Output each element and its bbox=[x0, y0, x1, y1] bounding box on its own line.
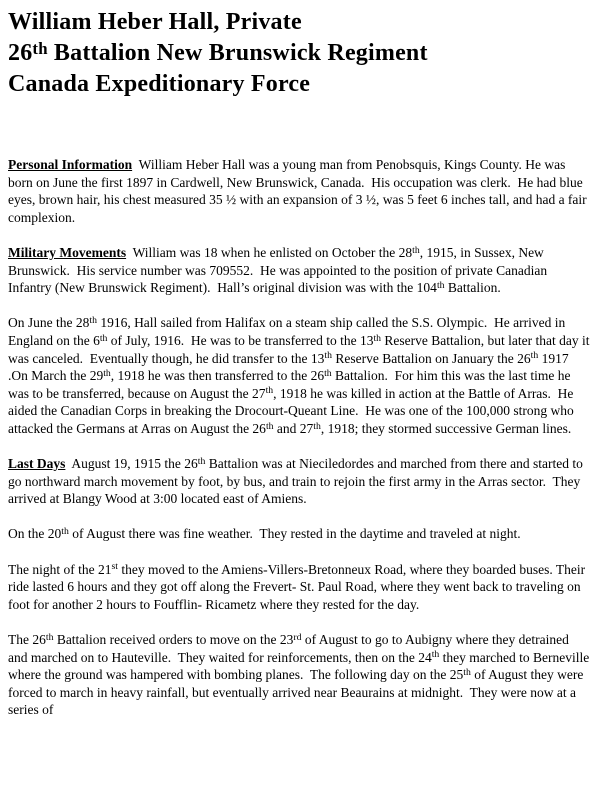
ordinal-superscript: th bbox=[32, 39, 48, 59]
ordinal-superscript: th bbox=[463, 666, 471, 678]
title-line-1 bbox=[8, 7, 591, 38]
ordinal-superscript: th bbox=[61, 526, 69, 538]
paragraph-august-21 bbox=[8, 561, 591, 614]
text-run: Reserve Battalion on January the 26 bbox=[331, 350, 531, 366]
paragraph-voyage-and-transfers bbox=[8, 314, 591, 437]
paragraph-last-days bbox=[8, 455, 591, 508]
ordinal-superscript: th bbox=[265, 385, 274, 397]
text-run: On June the 28 bbox=[8, 315, 90, 331]
text-run: , 1918 he was killed in action at the Battle of Arras. He aided the Canadian Corps in breaking the Drocourt-Queant Line. He was one of the 100,000 strong who attacked the Germans at Arras on August the 26 bbox=[8, 385, 578, 436]
title-line-2 bbox=[8, 38, 591, 69]
text-run: Battalion was at Nieciledordes and marched from there and started to go northward march movement by foot, by bus, and train to rejoin the first army in the Arras sector. They arrived at Blangy Wood at 3:00 located east of Amiens. bbox=[8, 456, 587, 507]
text-run: , 1918; they stormed successive German lines. bbox=[320, 420, 572, 436]
ordinal-superscript: st bbox=[111, 561, 118, 573]
title-line-3 bbox=[8, 69, 591, 100]
text-run: they marched to Berneville where the ground was hampered with bombing planes. The following day on the 25 bbox=[8, 649, 593, 683]
ordinal-superscript: th bbox=[45, 631, 54, 643]
text-run: The night of the 21 bbox=[8, 561, 112, 577]
paragraph-august-23-25 bbox=[8, 631, 591, 719]
section-heading: Personal Information bbox=[8, 157, 133, 172]
text-run: , 1918 he was then transferred to the 26 bbox=[110, 368, 325, 384]
section-heading: Last Days bbox=[8, 456, 66, 472]
ordinal-superscript: th bbox=[324, 350, 332, 362]
section-heading: Military Movements bbox=[8, 244, 127, 260]
document-title bbox=[8, 7, 591, 100]
paragraph-military-movements bbox=[8, 244, 591, 297]
text-run: , 1915, in Sussex, New Brunswick. His service number was 709552. He was appointed to the position of private Canadian Infantry (New Brunswick Regiment). Hall’s original division was with the 104 bbox=[8, 244, 551, 296]
text-run: of August they were forced to march in heavy rainfall, but eventually arrived near Beaurains at midnight. They were now at a series of bbox=[8, 667, 587, 718]
text-run: of August to go to Aubigny where they detrained and marched on to Hauteville. They waited for reinforcements, then on the 24 bbox=[8, 632, 573, 665]
ordinal-superscript: th bbox=[265, 420, 274, 432]
text-run: August 19, 1915 the 26 bbox=[65, 456, 198, 472]
ordinal-superscript: th bbox=[324, 367, 332, 379]
text-run: Battalion New Brunswick Regiment bbox=[47, 40, 428, 66]
text-run: of August there was fine weather. They rested in the daytime and traveled at night. bbox=[68, 526, 521, 542]
ordinal-superscript: th bbox=[103, 367, 111, 379]
text-run: On the 20 bbox=[8, 526, 62, 542]
ordinal-superscript: th bbox=[530, 350, 539, 362]
text-run: 1916, Hall sailed from Halifax on a steam ship called the S.S. Olympic. He arrived in England on the 6 bbox=[8, 315, 569, 348]
paragraph-personal-information bbox=[8, 156, 591, 226]
text-run: William Heber Hall was a young man from Penobsquis, Kings County. He was born on June the first 1897 in Cardwell, New Brunswick, Canada. His occupation was clerk. He had blue eyes, brown hair, his chest measured 35 ½ with an expansion of 3 ½, was 5 feet 6 inches tall, and had a fair complexion. bbox=[8, 157, 591, 225]
text-run: of July, 1916. He was to be transferred to the 13 bbox=[107, 332, 374, 348]
text-run: 26 bbox=[8, 40, 33, 66]
text-run: Battalion. bbox=[444, 280, 501, 296]
ordinal-superscript: th bbox=[99, 332, 108, 344]
text-run: 1917 .On March the 29 bbox=[8, 350, 572, 384]
text-run: Canada Expeditionary Force bbox=[8, 71, 311, 97]
ordinal-superscript: th bbox=[436, 279, 445, 291]
ordinal-superscript: th bbox=[431, 649, 440, 661]
ordinal-superscript: th bbox=[313, 420, 321, 432]
text-run: Reserve Battalion, but later that day it was canceled. Eventually though, he did transfer to the 13 bbox=[8, 332, 593, 366]
text-run: William was 18 when he enlisted on October the 28 bbox=[126, 244, 413, 260]
text-run: The 26 bbox=[8, 632, 46, 648]
ordinal-superscript: th bbox=[412, 244, 420, 256]
ordinal-superscript: th bbox=[373, 332, 382, 344]
text-run: William Heber Hall, Private bbox=[8, 9, 302, 35]
paragraph-august-20 bbox=[8, 525, 591, 543]
text-run: Battalion. For him this was the last time he was to be transferred, because on August the 27 bbox=[8, 368, 574, 401]
ordinal-superscript: th bbox=[197, 455, 206, 467]
ordinal-superscript: th bbox=[89, 314, 97, 326]
text-run: and 27 bbox=[273, 420, 314, 436]
ordinal-superscript: rd bbox=[293, 631, 302, 643]
text-run: Battalion received orders to move on the 23 bbox=[53, 632, 294, 648]
text-run: they moved to the Amiens-Villers-Bretonneux Road, where they boarded buses. Their ride lasted 6 hours and they got off along the Frevert- St. Paul Road, where they went back to traveling on foot for another 2 hours to Foufflin- Ricametz where they rested for the day. bbox=[8, 561, 589, 612]
